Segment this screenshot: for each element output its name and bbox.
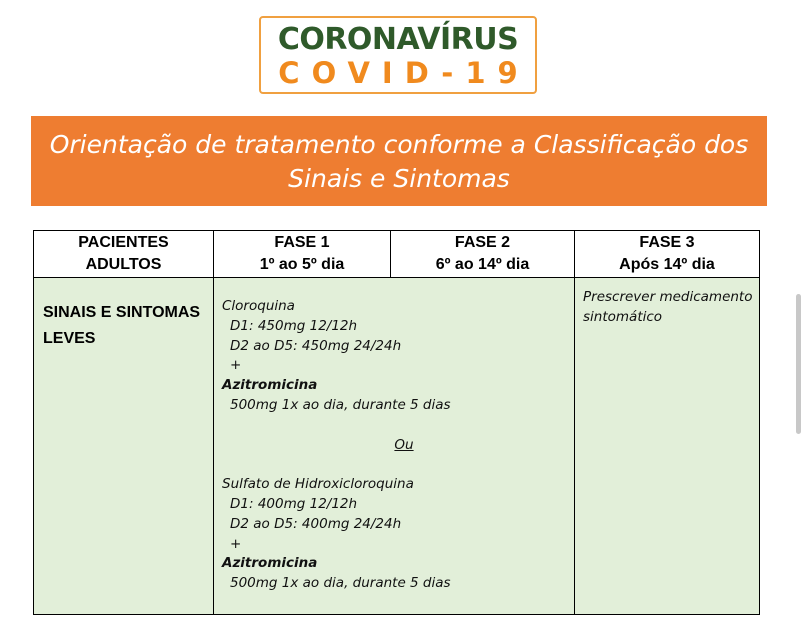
dose-line: D2 ao D5: 400mg 24/24h: [230, 515, 402, 532]
plus-sign: +: [230, 357, 242, 374]
header-fase-1: FASE 1 1º ao 5º dia: [214, 231, 391, 278]
category-cell: [34, 278, 214, 615]
drug-azitromicina: Azitromicina: [222, 555, 318, 572]
dose-line: D1: 450mg 12/12h: [230, 317, 358, 334]
dose-line: 500mg 1x ao dia, durante 5 dias: [230, 396, 451, 413]
logo-title: CORONAVÍRUS: [277, 22, 519, 57]
or-separator: Ou: [394, 436, 414, 453]
dose-line: D1: 400mg 12/12h: [230, 495, 358, 512]
banner-line-2: Sinais e Sintomas: [288, 164, 510, 193]
header-fase-3: FASE 3 Após 14º dia: [575, 231, 760, 278]
drug-cloroquina: Cloroquina: [222, 298, 295, 314]
treatment-cell: [214, 278, 575, 615]
drug-hidroxicloroquina: Sulfato de Hidroxicloroquina: [222, 476, 414, 493]
fase-3-text-1: Prescrever medicamento: [583, 289, 753, 305]
table-row: [34, 278, 760, 615]
vertical-scrollbar[interactable]: [796, 294, 801, 434]
header-fase-2: FASE 2 6º ao 14º dia: [391, 231, 575, 278]
logo-subtitle: COVID-19: [278, 56, 530, 90]
plus-sign: +: [230, 535, 242, 552]
header-pacientes: PACIENTES ADULTOS: [34, 231, 214, 278]
fase-3-text-2: sintomático: [583, 309, 663, 325]
fase-3-cell: [575, 278, 760, 615]
treatment-table: [33, 230, 760, 615]
drug-azitromicina: Azitromicina: [222, 377, 318, 394]
title-banner: [31, 116, 767, 206]
dose-line: 500mg 1x ao dia, durante 5 dias: [230, 575, 451, 592]
dose-line: D2 ao D5: 450mg 24/24h: [230, 337, 402, 354]
banner-line-1: Orientação de tratamento conforme a Classificação dos: [49, 130, 749, 159]
table-header-row: [34, 231, 760, 278]
category-label-2: LEVES: [43, 330, 96, 347]
covid-logo: [259, 16, 537, 94]
category-label-1: SINAIS E SINTOMAS: [43, 304, 201, 321]
